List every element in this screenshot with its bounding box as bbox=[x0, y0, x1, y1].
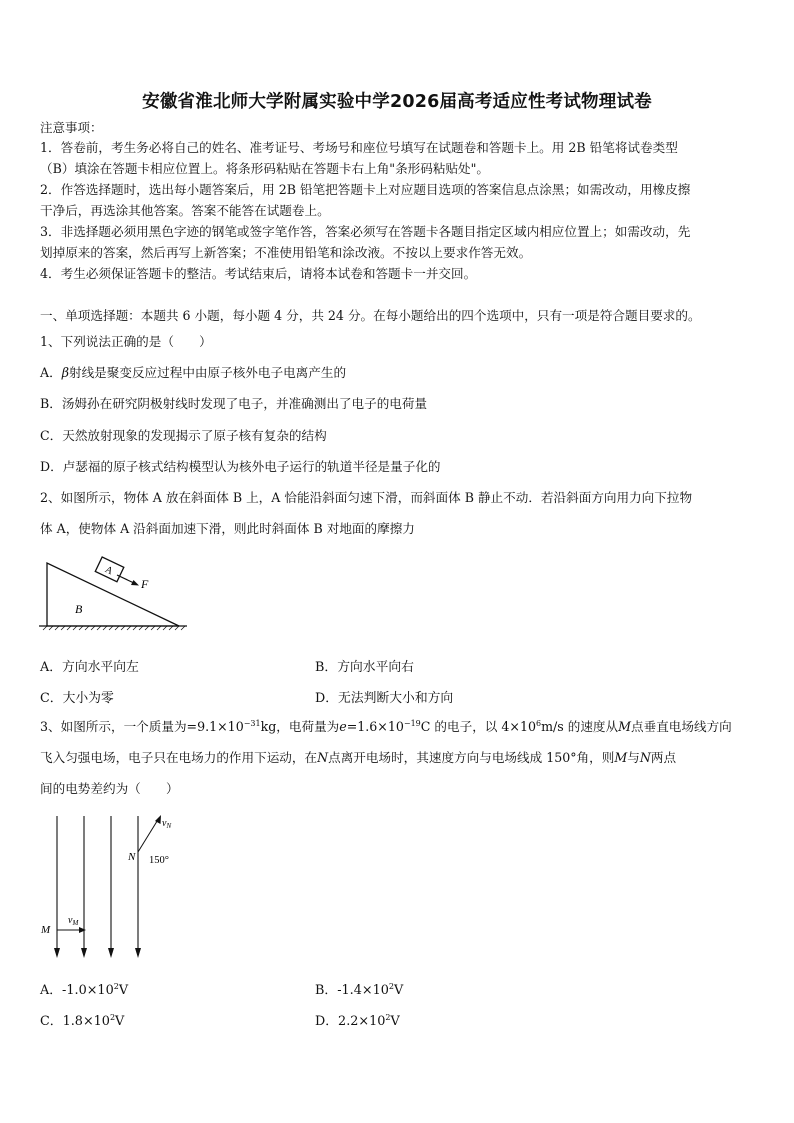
q1-option-a-text: 射线是聚变反应过程中由原子核外电子电离产生的 bbox=[68, 365, 347, 380]
label-vn: $v_N$ bbox=[162, 818, 172, 830]
notice-line-7: 4．考生必须保证答题卡的整洁。考试结束后，请将本试卷和答题卡一并交回。 bbox=[40, 266, 477, 281]
q3-l2-N: N bbox=[317, 750, 329, 765]
q3-option-a: A．$-1.0\times 10^2V$ bbox=[40, 982, 129, 998]
block-a-label: A bbox=[103, 564, 115, 578]
q3-l2-N2: N bbox=[639, 750, 651, 765]
q3-option-d: D．$2.2\times 10^2V$ bbox=[315, 1013, 400, 1029]
q1-option-d: D．卢瑟福的原子核式结构模型认为核外电子运行的轨道半径是量子化的 bbox=[40, 459, 441, 474]
vn-arrow bbox=[138, 818, 159, 852]
beta-symbol: β bbox=[61, 365, 69, 380]
q3-l2-part3: 与 bbox=[627, 750, 640, 765]
label-n: N bbox=[128, 851, 136, 863]
q2-stem-line-2: 体 A，使物体 A 沿斜面加速下滑，则此时斜面体 B 对地面的摩擦力 bbox=[40, 521, 415, 536]
q1-option-b: B．汤姆孙在研究阴极射线时发现了电子，并准确测出了电子的电荷量 bbox=[40, 396, 428, 411]
block-a bbox=[95, 557, 124, 582]
q3-l1-part6: 点垂直电场线方向 bbox=[631, 719, 732, 734]
label-vm: $v_M$ bbox=[68, 915, 79, 927]
q3-l2-M: M bbox=[614, 750, 628, 765]
force-arrowhead bbox=[131, 580, 139, 586]
angle-label: 150° bbox=[149, 855, 169, 866]
notice-heading: 注意事项： bbox=[40, 120, 103, 135]
page-title: 安徽省淮北师大学附属实验中学2026届高考适应性考试物理试卷 bbox=[142, 92, 652, 112]
q3-l1-part4: C 的电子，以 4×10 bbox=[420, 719, 536, 734]
q3-l2-part2: 点离开电场时，其速度方向与电场线成 150°角，则 bbox=[328, 750, 615, 765]
q3-l2-part4: 两点 bbox=[650, 750, 677, 765]
q2-stem-line-1: 2、如图所示，物体 A 放在斜面体 B 上，A 恰能沿斜面匀速下滑，而斜面体 B 静止不动．若沿斜面方向用力向下拉物 bbox=[40, 490, 693, 505]
q3-l1-exp3: 6 bbox=[535, 719, 542, 728]
q3-field-figure bbox=[36, 810, 196, 970]
q1-stem: 1、下列说法正确的是（ ） bbox=[40, 334, 212, 349]
q3-option-c: C．$1.8\times 10^2V$ bbox=[40, 1013, 125, 1029]
notice-line-6: 划掉原来的答案，然后再写上新答案；不准使用铅笔和涂改液。不按以上要求作答无效。 bbox=[40, 245, 532, 260]
force-label: F bbox=[141, 577, 149, 591]
q3-l2-part1: 飞入匀强电场，电子只在电场力的作用下运动，在 bbox=[40, 750, 318, 765]
q3-l1-e: e bbox=[339, 719, 347, 734]
q3-stem-line-3: 间的电势差约为（ ） bbox=[40, 781, 179, 796]
notice-line-3: 2．作答选择题时，选出每小题答案后，用 2B 铅笔把答题卡上对应题目选项的答案信息点涂黑；如需改动，用橡皮擦 bbox=[40, 182, 691, 197]
q3-l1-part1: 3、如图所示，一个质量为=9.1×10 bbox=[40, 719, 244, 734]
q2-option-c: C．大小为零 bbox=[40, 691, 114, 706]
label-m: M bbox=[41, 924, 51, 936]
q3-stem-line-1 bbox=[40, 719, 732, 735]
q1-option-c: C．天然放射现象的发现揭示了原子核有复杂的结构 bbox=[40, 428, 327, 443]
wedge-label: B bbox=[75, 602, 83, 616]
notice-line-4: 干净后，再选涂其他答案。答案不能答在试题卷上。 bbox=[40, 203, 330, 218]
q1-option-a bbox=[40, 365, 346, 381]
q3-l1-part3: =1.6×10 bbox=[346, 719, 404, 734]
notice-line-1: 1．答卷前，考生务必将自己的姓名、准考证号、考场号和座位号填写在试题卷和答题卡上。用 2B 铅笔将试卷类型 bbox=[40, 140, 678, 155]
field-arrowheads bbox=[54, 948, 141, 958]
q2-option-a: A．方向水平向左 bbox=[40, 660, 139, 675]
vm-arrowhead bbox=[79, 927, 86, 933]
q3-l1-M: M bbox=[618, 719, 632, 734]
notice-line-2: （B）填涂在答题卡相应位置上。将条形码粘贴在答题卡右上角"条形码粘贴处"。 bbox=[40, 161, 490, 176]
q2-incline-figure bbox=[35, 555, 195, 635]
q2-option-b: B．方向水平向右 bbox=[315, 660, 414, 675]
q3-l1-part2: kg，电荷量为 bbox=[260, 719, 340, 734]
q3-l1-exp2: −19 bbox=[403, 719, 421, 728]
q3-l1-part5: m/s 的速度从 bbox=[541, 719, 619, 734]
section-heading: 一、单项选择题：本题共 6 小题，每小题 4 分，共 24 分。在每小题给出的四个选项中，只有一项是符合题目要求的。 bbox=[40, 308, 701, 323]
q1-option-a-label: A． bbox=[40, 365, 62, 380]
notice-line-5: 3．非选择题必须用黑色字迹的钢笔或签字笔作答，答案必须写在答题卡各题目指定区域内相应位置上；如需改动，先 bbox=[40, 224, 691, 239]
q2-option-d: D．无法判断大小和方向 bbox=[315, 691, 454, 706]
q3-option-b: B．$-1.4\times 10^2V$ bbox=[315, 982, 404, 998]
q3-l1-exp1: −31 bbox=[243, 719, 261, 728]
q3-stem-line-2 bbox=[40, 750, 676, 766]
